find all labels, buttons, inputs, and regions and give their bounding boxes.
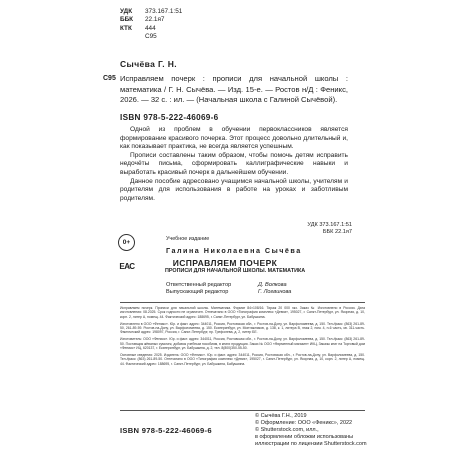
udc-small-line: ББК 22.1я7 [322,229,352,235]
copyright-block [255,413,367,448]
udc-value: 373.167.1:51 [145,8,183,15]
imprint-block: Исправляем почерк. Прописи для начальной школы. Математика. Формат 84×108/16. Тираж 20 000 экз. Заказ № Изготовлено в России. Дата изготовления: 08.2025. Срок годности не ограничен. Отпечатано в ООО «Типография комплекс «Девиз», 195027, г. Санкт-Петербург, ул. Якорная, д. 10, корп. 2, литер А, помещ. 44. Фактический адрес: 188695, г. Санкт-Петербург, ул. Бабушкина. [120,306,365,319]
age-rating-icon: 0+ [118,234,135,251]
udc-line [120,16,182,24]
udc-value: 444 [145,24,156,32]
isbn-bottom: ISBN 978-5-222-46069-6 [120,426,212,435]
udc-code: КТК [120,24,132,32]
udc-small-line: УДК 373.167.1:51 [307,222,352,228]
book-title: ИСПРАВЛЯЕМ ПОЧЕРК [172,258,278,268]
copyright-line: в оформлении обложки использованы [255,434,354,441]
imprint-block: Основные сведения: 2025. Издатель: ООО «Феникс». Юр. и факт. адрес: 344011, Россия, Ростовская обл., г. Ростов-на-Дону, ул. Варфоломеева, д. 150. Тел./факс: (863) 261-89-50. Отпечатано в ООО «Типография комплекс «Девиз», 195027, г. Санкт-Петербург, ул. Якорная, д. 10, корп. 2, литер А, помещ. 44. Фактический адрес: 188695, г. Санкт-Петербург, ул. Бабушкина, Бабушкина. [120,352,365,366]
udc-code: УДК [120,8,133,15]
udc-line [120,33,182,41]
eac-mark-icon: ЕАС [119,262,135,271]
edition-type: Учебное издание [166,236,210,242]
copyright-line: иллюстрации по лицензии Shutterstock.com [255,441,367,448]
copyright-line: © Shutterstock.com, илл., [255,427,319,434]
udc-line [120,25,182,33]
isbn-top: ISBN 978-5-222-46069-6 [120,113,219,122]
editor-role: Ответственный редактор [166,282,232,288]
udc-block [120,8,182,41]
imprint-block: Изготовлено в ООО «Феникс». Юр. и факт. адрес: 344011, Россия, Ростовская обл., г. Ростов-на-Дону, ул. Варфоломеева, д. 150. Тел./факс: (863) 261-89-50, 261-89-59. Ростов-на-Дону, ул. Варфоломеева, д. 150. Екатеринбург, ул. Монтажников, д. 138, к. 1, литера В, этаж 2, пом. 4, н-6 часть, кв. 311-часть. Фактический адрес: 198097, Россия, г. Санкт-Петербург, пр. Трефолева, д. 2, литер БЕ. [120,321,365,335]
annotation-paragraph: Данное пособие адресовано учащимся начальной школы, учителям и родителям для использования в работе на уроках и заботливым родителям. [120,177,348,202]
bibliographic-description: Исправляем почерк : прописи для начальной школы : математика / Г. Н. Сычёва. — Изд. 15-е. — Ростов н/Д : Феникс, 2026. — 32 с. : ил. — (Начальная школа с Галиной Сычёвой). [120,74,348,105]
divider [120,410,365,411]
editor-role: Выпускающий редактор [166,289,229,296]
annotation-paragraph: Одной из проблем в обучении первоклассников является формирование красивого почерка. Этот процесс довольно длительный и, как показывает практика, не всегда является успешным. [120,126,348,151]
copyright-line: © Оформление: ООО «Феникс», 2022 [255,420,353,427]
udc-line [120,8,182,16]
udc-value: 22.1я7 [145,16,165,24]
author-mark: С95 [103,75,116,82]
imprint-section [120,306,365,368]
book-subtitle: ПРОПИСИ ДЛЯ НАЧАЛЬНОЙ ШКОЛЫ. МАТЕМАТИКА [165,268,306,274]
divider [120,302,365,303]
editor-name: Г. Логвинова [258,289,292,296]
udc-value: С95 [145,32,157,40]
udc-small-block [307,222,352,236]
imprint-block: Изготовитель: ООО «Феникс». Юр. и факт. адрес: 344011, Россия, Ростовская обл., г. Ростов-на-Дону, ул. Варфоломеева, д. 150. Тел./факс: (863) 261-89-50. Поставщик жёваных сумочек, добавок учебным пособиям, в книги продукция. Заказ № ООО «Фирменный магазин» ИКЦ, Заказы книг на Торговый дом «Феникс» ИЦ, 620137, г. Екатеринбург, ул. Бабушкина, д. 2, тел. 8(800)350-55-50. [120,337,365,350]
annotation-paragraph: Прописи составлены таким образом, чтобы помочь детям исправить недочёты письма, сформировать каллиграфические навыки и выработать красивый почерк в дальнейшем обучении. [120,151,348,176]
editor-names [258,282,291,297]
annotation [120,126,348,203]
udc-code: ББК [120,16,134,24]
editor-roles [166,282,231,297]
author-heading: Сычёва Г. Н. [120,59,178,69]
author-full-name: Галина Николаевна Сычёва [166,246,302,255]
copyright-line: © Сычёва Г.Н., 2019 [255,413,307,419]
editor-name: Д. Волкова [258,282,287,288]
